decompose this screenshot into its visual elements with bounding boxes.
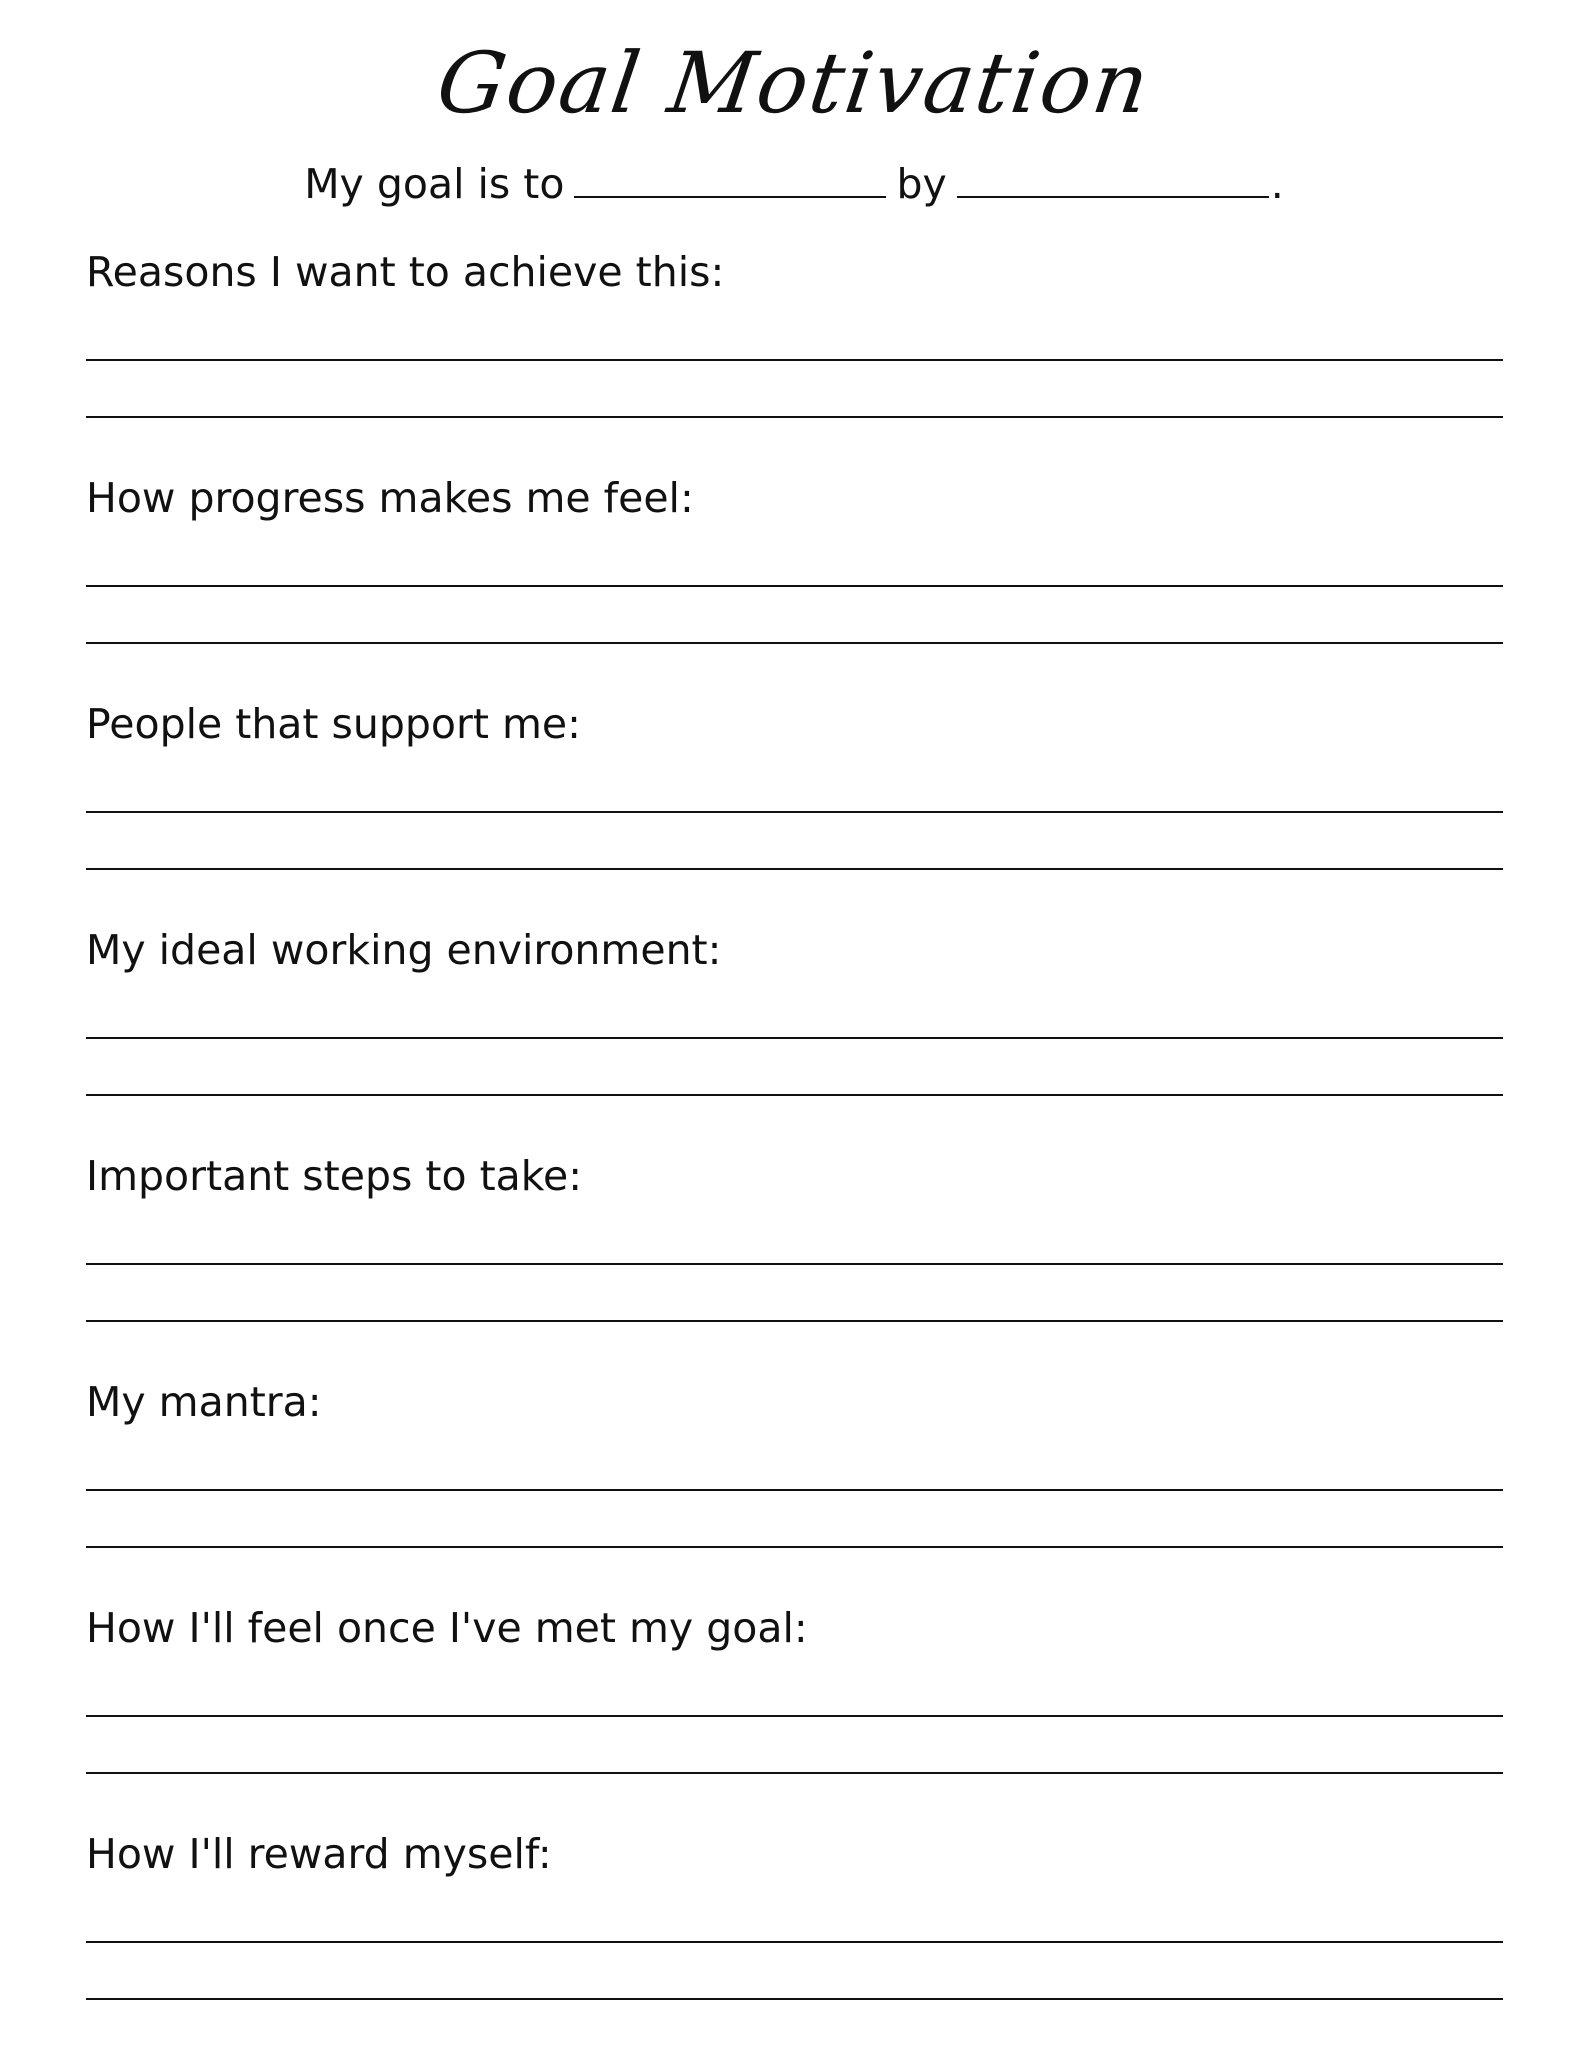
section-environment: [86, 920, 1503, 1146]
writing-line[interactable]: [86, 359, 1503, 361]
writing-line[interactable]: [86, 1037, 1503, 1039]
writing-line[interactable]: [86, 811, 1503, 813]
writing-line[interactable]: [86, 1546, 1503, 1548]
section-label: My mantra:: [86, 1378, 322, 1426]
goal-statement: [0, 152, 1588, 214]
writing-line[interactable]: [86, 642, 1503, 644]
writing-line[interactable]: [86, 1941, 1503, 1943]
writing-line[interactable]: [86, 1772, 1503, 1774]
section-label: My ideal working environment:: [86, 926, 722, 974]
section-goal-met-feelings: [86, 1598, 1503, 1824]
writing-line[interactable]: [86, 416, 1503, 418]
writing-line[interactable]: [86, 1715, 1503, 1717]
goal-prefix: My goal is to: [304, 160, 565, 208]
goal-middle: by: [896, 160, 947, 208]
writing-line[interactable]: [86, 585, 1503, 587]
section-label: Reasons I want to achieve this:: [86, 248, 725, 296]
section-reasons: [86, 242, 1503, 468]
section-steps: [86, 1146, 1503, 1372]
section-label: How I'll reward myself:: [86, 1830, 552, 1878]
goal-blank[interactable]: [574, 152, 886, 198]
section-supporters: [86, 694, 1503, 920]
section-mantra: [86, 1372, 1503, 1598]
section-label: How progress makes me feel:: [86, 474, 694, 522]
section-label: How I'll feel once I've met my goal:: [86, 1604, 808, 1652]
goal-suffix: .: [1270, 160, 1284, 208]
section-label: People that support me:: [86, 700, 581, 748]
section-reward: [86, 1824, 1503, 2050]
writing-line[interactable]: [86, 1320, 1503, 1322]
deadline-blank[interactable]: [957, 152, 1269, 198]
writing-line[interactable]: [86, 1263, 1503, 1265]
section-label: Important steps to take:: [86, 1152, 583, 1200]
writing-line[interactable]: [86, 868, 1503, 870]
section-progress-feelings: [86, 468, 1503, 694]
page-title: Goal Motivation: [431, 34, 1157, 132]
writing-line[interactable]: [86, 1489, 1503, 1491]
writing-line[interactable]: [86, 1094, 1503, 1096]
writing-line[interactable]: [86, 1998, 1503, 2000]
